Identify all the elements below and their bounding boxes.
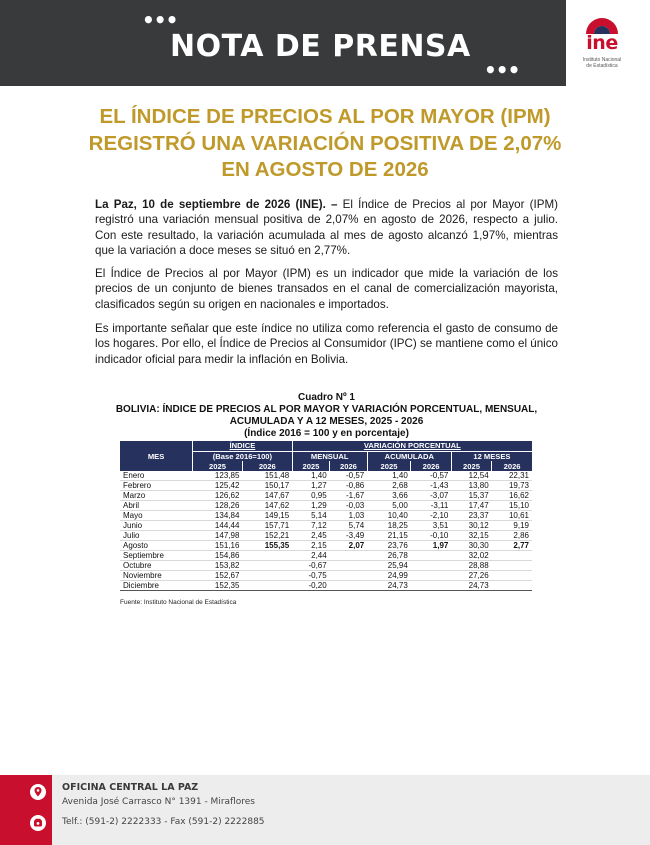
header-year: 2025 [367,461,411,471]
table-cell: -0,03 [330,501,368,511]
table-cell: 1,29 [292,501,330,511]
ine-logo [574,10,630,78]
table-cell: 30,30 [451,541,491,551]
header-mes: MES [120,441,193,471]
table-cell: 153,82 [193,561,243,571]
paragraph-lead-body: El Índice de Precios al por Mayor (IPM) registró una variación mensual positiva de 2,07% en agosto de 2026, respecto a julio. Con este resultado, la variación acumulada al mes de agosto alcanzó 1,97%, mientras que la variación a doce meses se situó en 2,77%. [95,198,558,258]
table-cell: 3,66 [367,491,411,501]
table-cell: 150,17 [242,481,292,491]
table-cell: -1,43 [411,481,452,491]
header-band [0,0,566,86]
table-cell [411,581,452,591]
table-cell [492,581,532,591]
table-row [120,561,532,571]
header-variacion: VARIACIÓN PORCENTUAL [292,441,532,451]
table-cell-month: Febrero [120,481,193,491]
table-cell-month: Agosto [120,541,193,551]
table-cell: -1,67 [330,491,368,501]
table-cell: 9,19 [492,521,532,531]
table-number: Cuadro Nº 1 [298,392,355,403]
table-cell: -0,20 [292,581,330,591]
table-cell: -3,07 [411,491,452,501]
header-acumulada: ACUMULADA [367,451,451,461]
table-cell: 152,67 [193,571,243,581]
table-cell: 147,67 [242,491,292,501]
table-cell: -0,10 [411,531,452,541]
paragraph-definition: El Índice de Precios al por Mayor (IPM) es un indicador que mide la variación de los precios de un conjunto de bienes transados en el canal de comercialización mayorista, clasificados según su origen en nacionales e importados. [95,267,558,311]
table-cell: 16,62 [492,491,532,501]
table-cell: 32,15 [451,531,491,541]
table-cell: 21,15 [367,531,411,541]
table-cell: 28,88 [451,561,491,571]
table-cell: 2,44 [292,551,330,561]
table-subtitle: (Índice 2016 = 100 y en porcentaje) [244,428,409,439]
table-cell: 27,26 [451,571,491,581]
header-year: 2026 [411,461,452,471]
table-cell: 149,15 [242,511,292,521]
table-cell-month: Diciembre [120,581,193,591]
table-cell: 1,27 [292,481,330,491]
table-cell: 125,42 [193,481,243,491]
table-cell: 151,48 [242,471,292,481]
table-cell: 1,40 [367,471,411,481]
table-cell: 134,84 [193,511,243,521]
table-cell: -2,10 [411,511,452,521]
table-cell: 147,62 [242,501,292,511]
table-cell: 17,47 [451,501,491,511]
table-cell: 15,10 [492,501,532,511]
table-cell: 26,78 [367,551,411,561]
header-year: 2026 [492,461,532,471]
table-row [120,551,532,561]
table-cell: 2,77 [492,541,532,551]
header-indice: ÍNDICE [193,441,293,451]
phone-icon [30,815,46,831]
table-cell: 7,12 [292,521,330,531]
table-cell: 2,07 [330,541,368,551]
table-row [120,471,532,481]
table-row [120,571,532,581]
header-year: 2025 [451,461,491,471]
table-cell: 2,45 [292,531,330,541]
header-mensual: MENSUAL [292,451,367,461]
table-cell: 0,95 [292,491,330,501]
headline: EL ÍNDICE DE PRECIOS AL POR MAYOR (IPM) REGISTRÓ UNA VARIACIÓN POSITIVA DE 2,07% EN AGOSTO DE 2026 [88,105,562,181]
table-row [120,501,532,511]
table-cell: -0,86 [330,481,368,491]
table-cell: 128,26 [193,501,243,511]
table-cell: 157,71 [242,521,292,531]
table-cell: 1,97 [411,541,452,551]
table-cell [330,581,368,591]
table-row [120,541,532,551]
table-title: BOLIVIA: ÍNDICE DE PRECIOS AL POR MAYOR Y VARIACIÓN PORCENTUAL, MENSUAL, ACUMULADA Y A 12 MESES, 2025 - 2026 [115,404,538,427]
table-cell: 30,12 [451,521,491,531]
table-cell: 155,35 [242,541,292,551]
table-cell: 19,73 [492,481,532,491]
table-cell-month: Mayo [120,511,193,521]
table-cell: 3,51 [411,521,452,531]
decorative-dots: ••• [484,58,520,82]
table-cell: -0,57 [411,471,452,481]
paragraph-note: Es importante señalar que este índice no utiliza como referencia el gasto de consumo de los hogares. Por ello, el Índice de Precios al Consumidor (IPC) se mantiene como el único indicador oficial para medir la inflación en Bolivia. [95,322,558,366]
header-12-meses: 12 MESES [451,451,532,461]
table-cell: 2,86 [492,531,532,541]
table-cell: -0,67 [292,561,330,571]
table-cell-month: Septiembre [120,551,193,561]
table-cell [242,561,292,571]
table-cell: 123,85 [193,471,243,481]
table-cell: -3,11 [411,501,452,511]
table-cell: 13,80 [451,481,491,491]
table-cell: 24,73 [367,581,411,591]
table-cell: 22,31 [492,471,532,481]
table-cell: 147,98 [193,531,243,541]
header-base: (Base 2016=100) [193,451,293,461]
table-cell [242,581,292,591]
table-cell: 5,14 [292,511,330,521]
table-cell: 23,76 [367,541,411,551]
table-row [120,491,532,501]
table-cell: 15,37 [451,491,491,501]
table-cell: 12,54 [451,471,491,481]
table-cell [411,561,452,571]
table-cell: 1,03 [330,511,368,521]
logo-word: ine [586,32,618,54]
table-cell [330,551,368,561]
table-cell [492,561,532,571]
table-row [120,581,532,591]
footer-phone: Telf.: (591-2) 2222333 - Fax (591-2) 2222885 [62,817,265,827]
dateline: La Paz, 10 de septiembre de 2026 (INE). – [95,198,338,211]
table-cell-month: Octubre [120,561,193,571]
paragraph-lead [95,197,558,259]
logo-subtitle: Instituto Nacional de Estadística [582,57,622,69]
table-cell: 126,62 [193,491,243,501]
table-source: Fuente: Instituto Nacional de Estadística [120,599,237,606]
table-row [120,521,532,531]
table-row [120,531,532,541]
header-year: 2025 [193,461,243,471]
table-cell [492,571,532,581]
ipm-table [120,441,532,591]
table-cell [330,561,368,571]
table-cell: 144,44 [193,521,243,531]
footer-address: Avenida José Carrasco N° 1391 - Miraflores [62,797,255,807]
table-cell: -0,57 [330,471,368,481]
table-cell-month: Abril [120,501,193,511]
table-cell: 154,86 [193,551,243,561]
table-cell: 152,21 [242,531,292,541]
table-cell [492,551,532,561]
table-cell: -3,49 [330,531,368,541]
table-cell: 2,68 [367,481,411,491]
table-cell [242,551,292,561]
table-cell-month: Enero [120,471,193,481]
table-cell [242,571,292,581]
table-cell-month: Junio [120,521,193,531]
table-cell: 1,40 [292,471,330,481]
table-cell: 5,74 [330,521,368,531]
table-cell: 25,94 [367,561,411,571]
page-title: NOTA DE PRENSA [170,29,471,64]
table-cell: 152,35 [193,581,243,591]
table-cell-month: Julio [120,531,193,541]
header-year: 2026 [242,461,292,471]
table-cell: 10,61 [492,511,532,521]
table-cell: 10,40 [367,511,411,521]
table-cell-month: Marzo [120,491,193,501]
decorative-dots: ••• [142,8,178,32]
table-cell: 5,00 [367,501,411,511]
table-cell: 18,25 [367,521,411,531]
table-row [120,511,532,521]
table-cell-month: Noviembre [120,571,193,581]
location-pin-icon [30,784,46,800]
table-cell: 32,02 [451,551,491,561]
footer [0,775,650,845]
table-cell [330,571,368,581]
table-cell: 151,16 [193,541,243,551]
table-cell: 24,99 [367,571,411,581]
footer-office: OFICINA CENTRAL LA PAZ [62,782,199,793]
table-cell: 23,37 [451,511,491,521]
table-cell: 2,15 [292,541,330,551]
header-year: 2026 [330,461,368,471]
table-cell [411,551,452,561]
table-cell: -0,75 [292,571,330,581]
table-cell [411,571,452,581]
header-year: 2025 [292,461,330,471]
table-cell: 24,73 [451,581,491,591]
table-row [120,481,532,491]
